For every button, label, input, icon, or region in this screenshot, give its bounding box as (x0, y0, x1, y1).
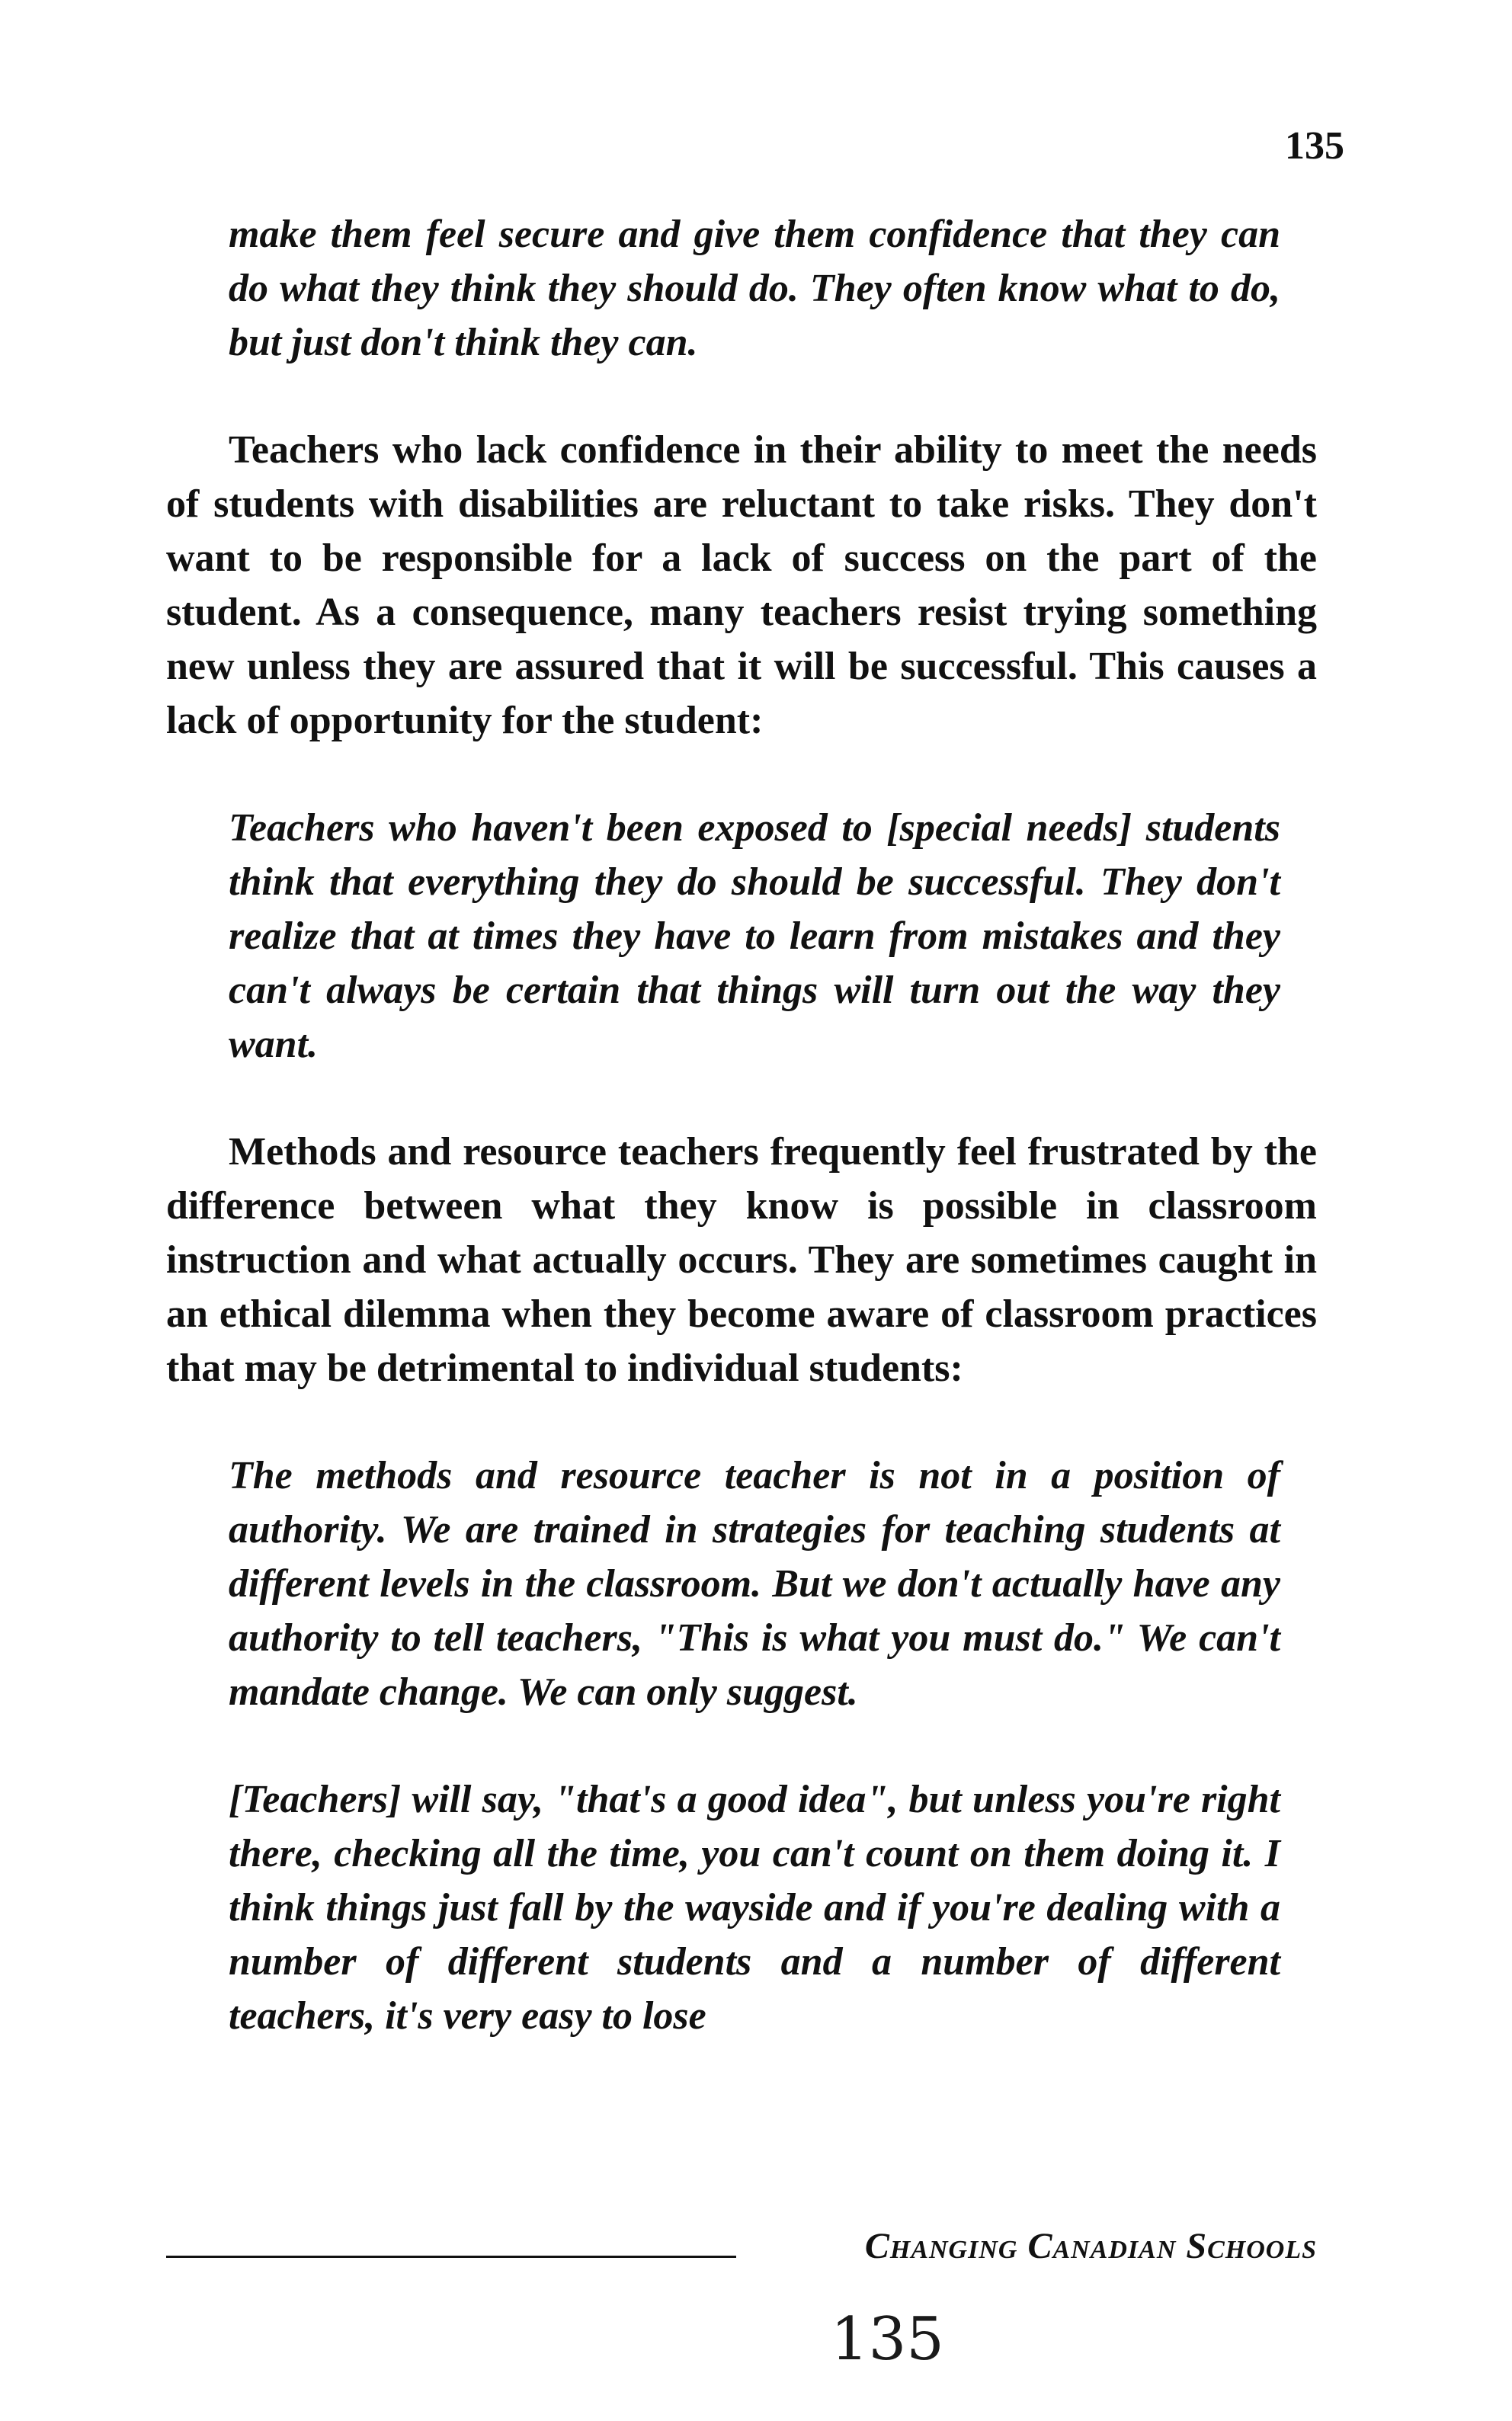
page-body (166, 207, 1317, 2096)
footer-rule (166, 2256, 736, 2258)
page-number: 135 (1285, 124, 1344, 168)
block-quote: The methods and resource teacher is not in a position of authority. We are trained in strategies for teaching students at different levels in the classroom. But we don't actually have any authority to tell teachers, "This is what you must do." We can't mandate change. We can only suggest. (229, 1454, 1280, 1714)
block-quote: [Teachers] will say, "that's a good idea", but unless you're right there, checking all the time, you can't count on them doing it. I think things just fall by the wayside and if you're dealing with a number of different students and a number of different teachers, it's very easy to lose (229, 1778, 1280, 2038)
body-paragraph: Methods and resource teachers frequently feel frustrated by the difference between what they know is possible in classroom instruction and what actually occurs. They are sometimes caught in an ethical dilemma when they become aware of classroom practices that may be detrimental to individual students: (166, 1130, 1317, 1390)
footer-title: Changing Canadian Schools (864, 2226, 1317, 2266)
running-footer (166, 2225, 1317, 2271)
block-quote: make them feel secure and give them confidence that they can do what they think they should do. They often know what to do, but just don't think they can. (229, 213, 1280, 364)
block-quote: Teachers who haven't been exposed to [special needs] students think that everything they do should be successful. They don't realize that at times they have to learn from mistakes and they can't always be certain that things will turn out the way they want. (229, 806, 1280, 1066)
body-paragraph: Teachers who lack confidence in their ability to meet the needs of students with disabilities are reluctant to take risks. They don't want to be responsible for a lack of success on the part of the student. As a consequence, many teachers resist trying something new unless they are assured that it will be successful. This causes a lack of opportunity for the student: (166, 428, 1317, 742)
stamped-page-number: 135 (831, 2305, 944, 2374)
